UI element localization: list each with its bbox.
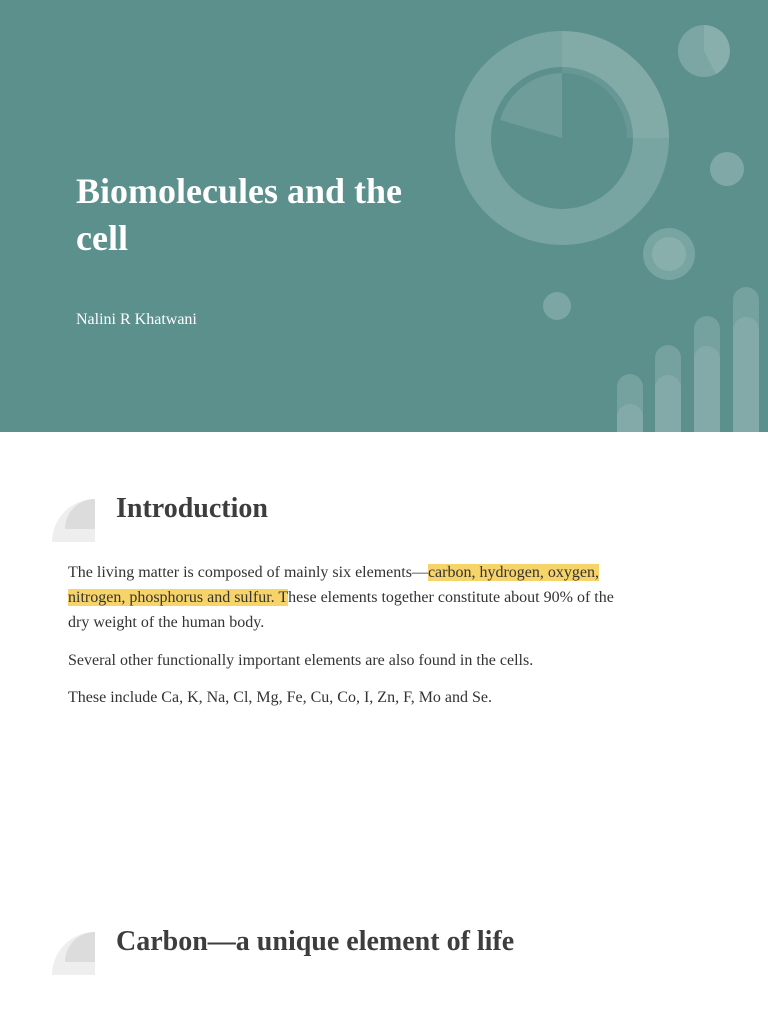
medium-circle-inner-decoration [652,237,686,271]
intro-paragraph-2: Several other functionally important elements are also found in the cells. [68,652,534,669]
bar-decoration [617,404,643,432]
dot-circle-decoration [543,292,571,320]
introduction-heading: Introduction [116,493,268,524]
slide-divider [0,432,768,438]
bar-decoration [655,375,681,432]
bar-decoration [733,317,759,432]
bar-decoration [694,346,720,432]
donut-segment-decoration [562,31,669,138]
paragraph-text: The living matter is composed of mainly six elements— [68,564,428,581]
highlighted-elements: carbon, hydrogen, oxygen, nitrogen, phosphorus and sulfur. T [68,564,599,606]
title-slide [0,0,768,432]
author-name: Nalini R Khatwani [76,311,197,328]
intro-paragraph-1 [68,560,638,635]
quarter-circle-icon [52,499,95,542]
intro-paragraph-3: These include Ca, K, Na, Cl, Mg, Fe, Cu, Co, I, Zn, F, Mo and Se. [68,689,493,706]
slide-title: Biomolecules and the cell [76,171,403,258]
tiny-circle-decoration [710,152,744,186]
quarter-circle-icon [52,932,95,975]
carbon-heading: Carbon—a unique element of life [116,926,515,957]
paragraph-text: hese elements together constitute about 90% of the dry weight of the human body. [68,589,614,631]
